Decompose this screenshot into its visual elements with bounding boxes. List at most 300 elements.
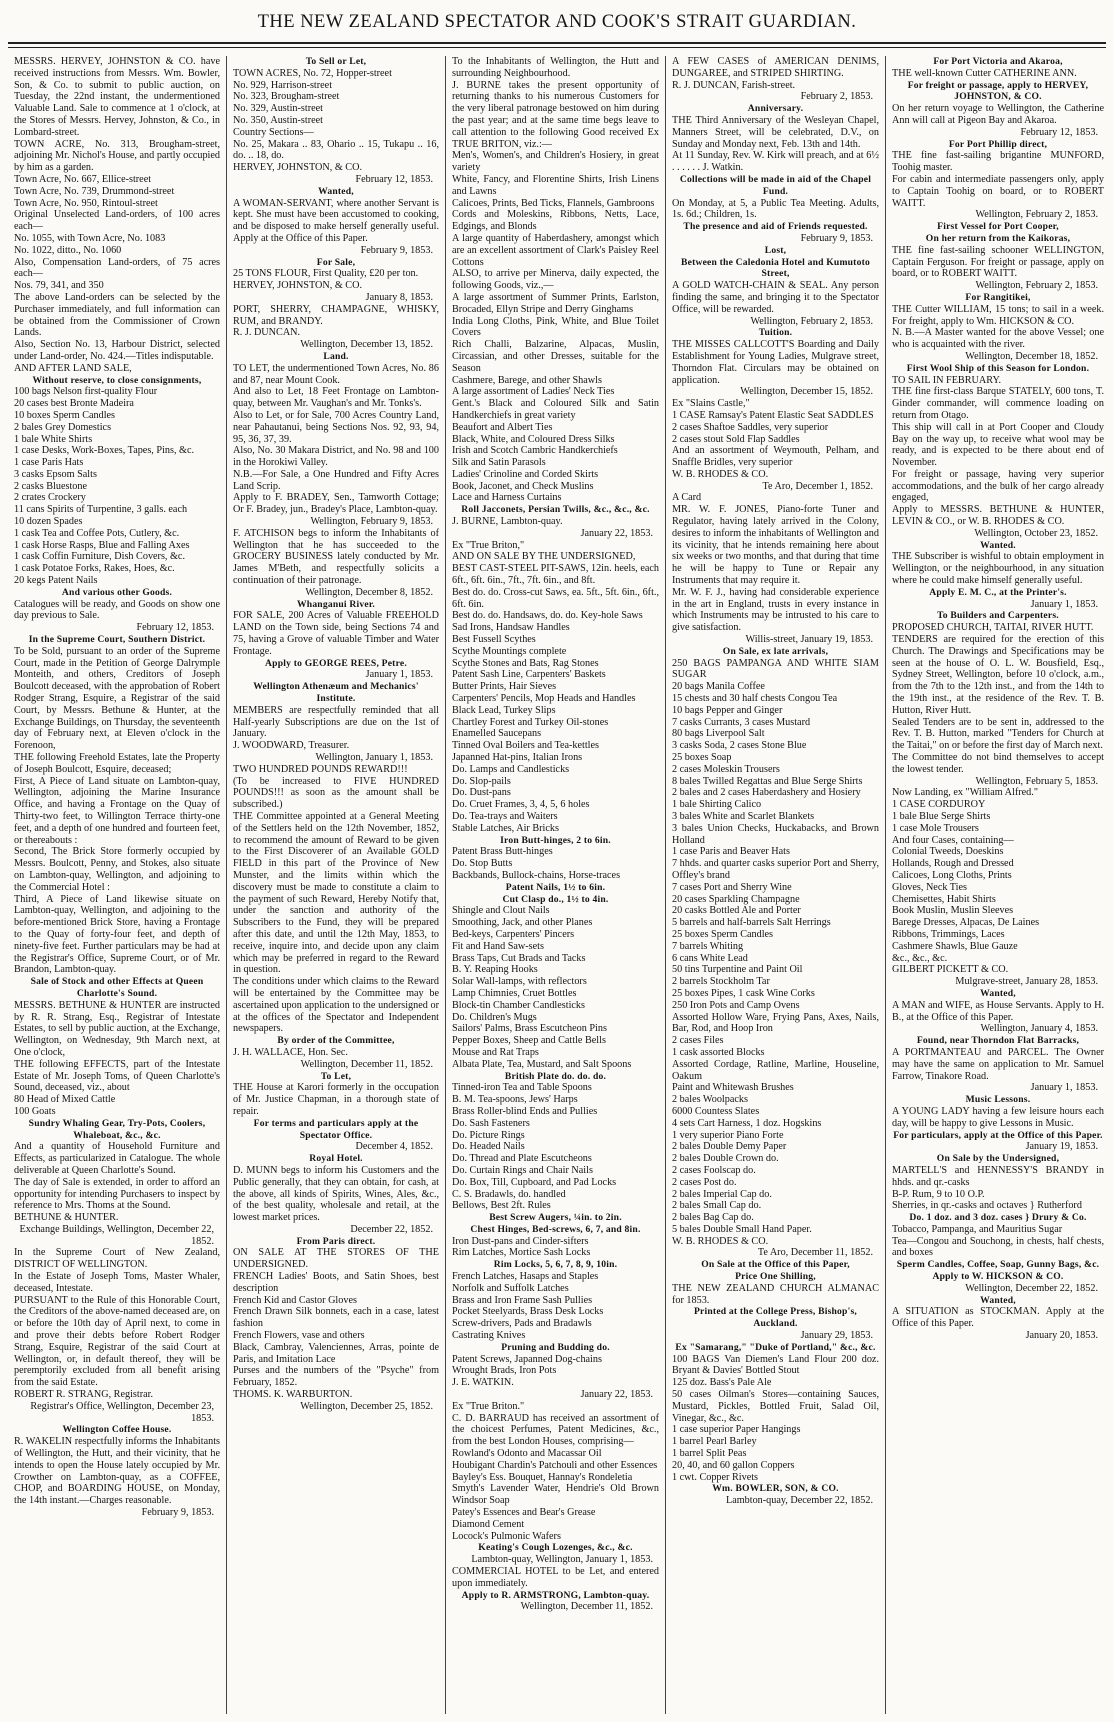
paragraph: Registrar's Office, Wellington, December 23, 1853. — [30, 1400, 214, 1424]
paragraph: A MAN and WIFE, as House Servants. Apply to H. B., at the Office of this Paper. — [892, 999, 1104, 1023]
paragraph: 25 boxes Pipes, 1 cask Wine Corks — [672, 987, 815, 999]
paragraph: Sherries, in qr.-casks and octaves } Rutherford — [892, 1200, 1082, 1212]
paragraph: THE Third Anniversary of the Wesleyan Chapel, Manners Street, will be celebrated, D.V., on Sunday and Monday next, Feb. 13th and 14th. — [672, 114, 879, 150]
paragraph: First Wool Ship of this Season for London. — [906, 362, 1090, 374]
paragraph: THE fine first-class Barque STATELY, 600 tons, T. Ginder commander, will commence loading on return from Otago. — [892, 386, 1104, 421]
paragraph: Pruning and Budding do. — [501, 1341, 610, 1353]
paragraph: 2 bales Bag Cap do. — [672, 1212, 754, 1224]
paragraph: Apply to W. HICKSON & CO. — [932, 1271, 1064, 1283]
paragraph: J. BURNE, Lambton-quay. — [452, 516, 563, 528]
paragraph: MR. W. F. JONES, Piano-forte Tuner and Regulator, having lately arrived in the Colony, desires to inform the inhabitants of Wellington and its vicinity, that he intends remaining here about six weeks or two months, and that during that time he will be happy to Tune or Repair any Instruments that may require it. — [672, 504, 879, 587]
paragraph: 1 bale Shirting Calico — [672, 799, 762, 811]
paragraph: Nos. 79, 341, and 350 — [14, 280, 104, 292]
paragraph: 7 hhds. and quarter casks superior Port and Sherry, Offley's brand — [672, 858, 880, 881]
paragraph: Calicoes, Long Cloths, Prints — [892, 869, 1012, 881]
paragraph: Wellington, December 22, 1852. — [965, 1282, 1098, 1294]
paragraph: Ex "True Briton," — [452, 539, 525, 551]
paragraph: Anniversary. — [747, 103, 804, 115]
paragraph: THE following Freehold Estates, late the Property of Joseph Boulcott, Esquire, deceased; — [14, 752, 220, 775]
paragraph: 1 cask Potatoe Forks, Rakes, Hoes, &c. — [14, 563, 175, 575]
paragraph: MARTELL'S and HENNESSY'S BRANDY in hhds. and qr.-casks — [892, 1164, 1104, 1188]
paragraph: 1 cwt. Copper Rivets — [672, 1471, 759, 1483]
paragraph: Book, Jaconet, and Check Muslins — [452, 480, 594, 492]
paragraph: Smoothing, Jack, and other Planes — [452, 917, 593, 929]
paragraph: Screw-drivers, Pads and Bradawls — [452, 1318, 592, 1330]
paragraph: Wanted. — [980, 539, 1016, 551]
paragraph: Exchange Buildings, Wellington, December 22, 1852. — [19, 1223, 214, 1247]
paragraph: Assorted Hollow Ware, Frying Pans, Axes, Nails, Bar, Rod, and Hoop Iron — [672, 1011, 879, 1035]
paragraph: BEST CAST-STEEL PIT-SAWS, 12in. heels, each 6ft., 6ft. 6in., 7ft., 7ft. 6in., and 8ft. — [452, 563, 659, 587]
column-5 — [886, 56, 1110, 1714]
paragraph: February 9, 1853. — [360, 244, 433, 256]
paragraph: Rim Locks, 5, 6, 7, 8, 9, 10in. — [493, 1259, 618, 1271]
paragraph: Between the Caledonia Hotel and Kumutoto Street, — [681, 256, 870, 280]
paragraph: 125 doz. Bass's Pale Ale — [672, 1377, 772, 1389]
paragraph: British Plate do. do. do. — [504, 1070, 607, 1082]
paragraph: Assorted Cordage, Ratline, Marline, Houseline, Oakum — [672, 1058, 879, 1082]
paragraph: The presence and aid of Friends requested. — [683, 221, 868, 233]
paragraph: 10 bags Pepper and Ginger — [672, 704, 783, 716]
column-1 — [8, 56, 227, 1714]
paragraph: 15 chests and 30 half chests Congou Tea — [672, 693, 838, 705]
paragraph: 2 bales Double Crown do. — [672, 1153, 779, 1165]
paragraph: French Latches, Hasaps and Staples — [452, 1271, 599, 1283]
paragraph: January 29, 1853. — [800, 1330, 873, 1342]
paragraph: Wellington, October 23, 1852. — [974, 527, 1098, 539]
paragraph: THE fine fast-sailing schooner WELLINGTON, Captain Ferguson. For freight or passage, apply on board, or to ROBERT WAITT. — [892, 244, 1104, 280]
paragraph: No. 1022, ditto., No. 1060 — [14, 244, 122, 256]
paragraph: 2 bales Double Demy Paper — [672, 1141, 787, 1153]
paragraph: December 4, 1852. — [355, 1141, 433, 1153]
column-2 — [227, 56, 446, 1714]
paragraph: THE fine fast-sailing brigantine MUNFORD, Toohig master. — [892, 150, 1104, 174]
paragraph: Barege Dresses, Alpacas, De Laines — [892, 917, 1040, 929]
paragraph: 1 case Paris Hats — [14, 457, 84, 469]
paragraph: To Let, — [320, 1070, 352, 1082]
paragraph: Bayley's Ess. Bouquet, Hannay's Rondeletia — [452, 1471, 633, 1483]
paragraph: Black, White, and Coloured Dress Silks — [452, 433, 615, 445]
paragraph: Best do. do. Handsaws, do. do. Key-hole Saws — [452, 610, 643, 622]
paragraph: Found, near Thorndon Flat Barracks, — [916, 1035, 1080, 1047]
paragraph: 3 casks Epsom Salts — [14, 468, 97, 480]
paragraph: By order of the Committee, — [277, 1035, 395, 1047]
paragraph: Do. Picture Rings — [452, 1129, 525, 1141]
paragraph: To Sell or Let, — [305, 56, 367, 67]
paragraph: TO SAIL IN FEBRUARY. — [892, 374, 1002, 386]
paragraph: 1 CASE Ramsay's Patent Elastic Seat SADDLES — [672, 409, 874, 421]
paragraph: THE Subscriber is wishful to obtain employment in Wellington, or the neighbourhood, in any situation where he could make himself generally useful. — [892, 551, 1104, 587]
paragraph: J. E. WATKIN. — [452, 1377, 514, 1389]
paragraph: Wellington, February 9, 1853. — [310, 516, 433, 528]
paragraph: 2 cases stout Sold Flap Saddles — [672, 433, 800, 445]
paragraph: December 22, 1852. — [350, 1223, 433, 1235]
paragraph: Apply to F. BRADEY, Sen., Tamworth Cottage; Or F. Bradey, jun., Bradey's Place, Lambton-quay. — [233, 492, 439, 516]
paragraph: Iron Butt-hinges, 2 to 6in. — [500, 834, 611, 846]
paragraph: Gent.'s Black and Coloured Silk and Satin Handkerchiefs in great variety — [452, 398, 659, 421]
paragraph: 11 cans Spirits of Turpentine, 3 galls. each — [14, 504, 188, 516]
paragraph: Beaufort and Albert Ties — [452, 421, 553, 433]
paragraph: Wellington, December 18, 1852. — [965, 350, 1098, 362]
paragraph: And four Cases, containing— — [892, 834, 1014, 846]
paragraph: THOMS. K. WARBURTON. — [233, 1389, 353, 1401]
paragraph: B. Y. Reaping Hooks — [452, 964, 538, 976]
paragraph: From Paris direct. — [296, 1235, 376, 1247]
paragraph: Catalogues will be ready, and Goods on show one day previous to Sale. — [14, 598, 220, 622]
paragraph: MESSRS. BETHUNE & HUNTER are instructed by R. R. Strang, Esq., Registrar of Intestate Estates, to sell by public auction, at the Exchange, Wellington, on Wednesday, 9th March next, at One o'clock, — [14, 999, 220, 1058]
paragraph: Wellington, January 1, 1853. — [315, 752, 433, 764]
paragraph: C. S. Bradawls, do. handled — [452, 1188, 566, 1200]
paragraph: February 12, 1853. — [136, 622, 214, 634]
paragraph: For Rangitikei, — [965, 291, 1031, 303]
paragraph: Mr. W. F. J., having had considerable experience in the art in England, trusts in every instance in which Instruments may be intrusted to his care to give satisfaction. — [672, 586, 879, 634]
paragraph: Gloves, Neck Ties — [892, 881, 967, 893]
paragraph: Scythe Stones and Bats, Rag Stones — [452, 657, 599, 669]
paragraph: HERVEY, JOHNSTON, & CO. — [233, 280, 362, 292]
paragraph: 20 cases best Bronte Madeira — [14, 398, 134, 410]
paragraph: Lamp Chimnies, Cruet Bottles — [452, 987, 577, 999]
paragraph: ON SALE AT THE STORES OF THE UNDERSIGNED. — [233, 1247, 439, 1271]
paragraph: Brass Taps, Cut Brads and Tacks — [452, 952, 586, 964]
paragraph: In the Supreme Court, Southern District. — [28, 634, 206, 646]
paragraph: Do. Slop-pails — [452, 775, 511, 787]
paragraph: ALSO, to arrive per Minerva, daily expected, the following Goods, viz.,— — [452, 268, 659, 292]
paragraph: Patey's Essences and Bear's Grease — [452, 1507, 596, 1519]
paragraph: Scythe Mountings complete — [452, 645, 567, 657]
paragraph: J. H. WALLACE, Hon. Sec. — [233, 1046, 348, 1058]
paragraph: Book Muslin, Muslin Sleeves — [892, 905, 1014, 917]
paragraph: Do. Cruet Frames, 3, 4, 5, 6 holes — [452, 799, 590, 811]
paragraph: Bed-keys, Carpenters' Pincers — [452, 928, 575, 940]
paragraph: Music Lessons. — [965, 1094, 1031, 1106]
paragraph: Also, Compensation Land-orders, of 75 acres each— — [14, 256, 220, 280]
paragraph: Wellington Coffee House. — [62, 1424, 172, 1436]
paragraph: Wanted, — [980, 1294, 1016, 1306]
paragraph: 2 cases Moleskin Trousers — [672, 763, 780, 775]
paragraph: February 9, 1853. — [141, 1507, 214, 1519]
paragraph: Do. Stop Butts — [452, 858, 513, 870]
paragraph: 2 bales Grey Domestics — [14, 421, 112, 433]
paragraph: To the Inhabitants of Wellington, the Hutt and surrounding Neighbourhood. — [452, 56, 659, 79]
paragraph: Sperm Candles, Coffee, Soap, Gunny Bags, &c. — [896, 1259, 1100, 1271]
paragraph: C. D. BARRAUD has received an assortment of the choicest Perfumes, Patent Medicines, &c., from the best London Houses, comprising— — [452, 1412, 659, 1448]
paragraph: Patent Screws, Japanned Dog-chains — [452, 1353, 602, 1365]
paragraph: Colonial Tweeds, Doeskins — [892, 846, 1004, 858]
paragraph: Wellington, December 8, 1852. — [305, 586, 433, 598]
paragraph: At 11 Sunday, Rev. W. Kirk will preach, and at 6½ . . . . . . J. Watkin. — [672, 150, 879, 174]
paragraph: Wrought Brads, Iron Pots — [452, 1365, 557, 1377]
paragraph: Wellington, February 2, 1853. — [975, 280, 1098, 292]
paragraph: 20 kegs Patent Nails — [14, 575, 98, 587]
paragraph: February 2, 1853. — [800, 91, 873, 103]
paragraph: 250 Iron Pots and Camp Ovens — [672, 999, 800, 1011]
paragraph: 7 casks Currants, 3 cases Mustard — [672, 716, 811, 728]
paragraph: 250 BAGS PAMPANGA AND WHITE SIAM SUGAR — [672, 657, 879, 681]
paragraph: Do. Lamps and Candlesticks — [452, 763, 570, 775]
paragraph: Silk and Satin Parasols — [452, 457, 546, 469]
paragraph: January 22, 1853. — [580, 1389, 653, 1401]
paragraph: On Sale, ex late arrivals, — [722, 645, 829, 657]
paragraph: Wellington, December 25, 1852. — [300, 1400, 433, 1412]
paragraph: Sealed Tenders are to be sent in, addressed to the Rev. T. B. Hutton, marked "Tenders for Church at the Taitai," on or before the first day of March next. — [892, 716, 1104, 752]
paragraph: TOWN ACRE, No. 313, Brougham-street, adjoining Mr. Nichol's House, and partly occupied by him as a garden. — [14, 138, 220, 174]
paragraph: 2 bales Small Cap do. — [672, 1200, 762, 1212]
paragraph: Purses and the numbers of the "Psyche" from February, 1852. — [233, 1365, 439, 1389]
paragraph: Wellington, December 13, 1852. — [300, 339, 433, 351]
paragraph: Country Sections— — [233, 126, 314, 138]
paragraph: 1 cask assorted Blocks — [672, 1046, 765, 1058]
paragraph: Royal Hotel. — [309, 1153, 363, 1165]
paragraph: J. BURNE takes the present opportunity of returning thanks to his numerous Customers for the very liberal patronage bestowed on him during the past year; and at the same time begs leave to call attention to the following Good received Ex TRUE BRITON, viz.:— — [452, 79, 659, 150]
paragraph: Mulgrave-street, January 28, 1853. — [955, 976, 1098, 988]
paragraph: N.B.—For Sale, a One Hundred and Fifty Acres Land Scrip. — [233, 468, 439, 492]
paragraph: For Port Victoria and Akaroa, — [933, 56, 1063, 67]
paragraph: Lace and Harness Curtains — [452, 492, 562, 504]
paragraph: 25 TONS FLOUR, First Quality, £20 per ton. — [233, 268, 419, 280]
columns — [8, 56, 1106, 1714]
paragraph: To Builders and Carpenters. — [937, 610, 1059, 622]
paragraph: No. 929, Harrison-street — [233, 79, 333, 91]
paragraph: TENDERS are required for the erection of this Church. The Drawings and Specifications may be seen at the house of O. L. W. Bousfield, Esq., Sydney Street, Wellington, before 10 o'clock, a.m., from the 7th to the 12th inst., and from the 14th to the 19th inst., at the residence of the Rev. T. B. Hutton, River Hutt. — [892, 634, 1104, 716]
paragraph: MESSRS. HERVEY, JOHNSTON & CO. have received instructions from Messrs. Wm. Bowler, Son, & Co. to submit to public auction, on Tuesday, the 22nd instant, the undermentioned Valuable Land. Sale to commence at 1 o'clock, at the Stores of Messrs. Hervey, Johnston, & Co., in Lombard-street. — [14, 56, 220, 138]
paragraph: Third, A Piece of Land likewise situate on Lambton-quay, Wellington, and adjoining to the before-mentioned Brick Store, having a Frontage to the Quay of forty-four feet, and depth of ninety-five feet. Further particulars may be had at the Registrar's Office, Supreme Court, or of Mr. Brandon, Lambton-quay. — [14, 893, 220, 976]
paragraph: J. WOODWARD, Treasurer. — [233, 740, 350, 752]
paragraph: Do. Box, Till, Cupboard, and Pad Locks — [452, 1176, 617, 1188]
paragraph: And an assortment of Weymouth, Pelham, and Snaffle Bridles, very superior — [672, 445, 879, 469]
paragraph: 8 bales Twilled Regattas and Blue Serge Shirts — [672, 775, 863, 787]
paragraph: First Vessel for Port Cooper, — [937, 221, 1059, 233]
paragraph: THE NEW ZEALAND CHURCH ALMANAC for 1853. — [672, 1282, 879, 1306]
paragraph: 2 casks Bluestone — [14, 480, 87, 492]
paragraph: Sailors' Palms, Brass Escutcheon Pins — [452, 1023, 607, 1035]
paragraph: 3 bales White and Scarlet Blankets — [672, 811, 815, 822]
column-3 — [446, 56, 666, 1714]
paragraph: 6 cans White Lead — [672, 952, 748, 964]
paragraph: 5 barrels and half-barrels Salt Herrings — [672, 917, 831, 929]
paragraph: Keating's Cough Lozenges, &c., &c. — [478, 1542, 633, 1554]
paragraph: For freight or passage, having very superior accommodations, and the bulk of her cargo already engaged, — [892, 468, 1104, 504]
paragraph: Irish and Scotch Cambric Handkerchiefs — [452, 445, 618, 457]
paragraph: MEMBERS are respectfully reminded that all Half-yearly Subscriptions are due on the 1st of January. — [233, 704, 439, 740]
paragraph: Patent Sash Line, Carpenters' Baskets — [452, 669, 606, 681]
paragraph: Also to Let, or for Sale, 700 Acres Country Land, near Pahautanui, being Sections Nos. 92, 93, 94, 95, 36, 37, 39. — [233, 409, 439, 445]
paragraph: And various other Goods. — [61, 586, 173, 598]
paragraph: Wellington, February 2, 1853. — [750, 315, 873, 327]
paragraph: Bellows, Best 2ft. Rules — [452, 1200, 551, 1212]
paragraph: 100 Goats — [14, 1105, 56, 1117]
paragraph: &c., &c., &c. — [892, 952, 948, 964]
paragraph: PROPOSED CHURCH, TAITAI, RIVER HUTT. — [892, 622, 1094, 634]
paragraph: 20 casks Bottled Ale and Porter — [672, 905, 801, 917]
paragraph: 1 cask Tea and Coffee Pots, Cutlery, &c. — [14, 527, 180, 539]
paragraph: Wellington, January 4, 1853. — [980, 1023, 1098, 1035]
paragraph: Rich Challi, Balzarine, Alpacas, Muslin, Circassian, and other Dresses, suitable for the Season — [452, 339, 659, 374]
paragraph: Now Landing, ex "William Alfred." — [892, 787, 1038, 799]
paragraph: BETHUNE & HUNTER. — [14, 1212, 119, 1224]
paragraph: 6000 Countess Slates — [672, 1105, 760, 1117]
paragraph: January 1, 1853. — [1030, 1082, 1098, 1094]
paragraph: 7 barrels Whiting — [672, 940, 744, 952]
paragraph: Tuition. — [758, 327, 793, 339]
paragraph: A GOLD WATCH-CHAIN & SEAL. Any person finding the same, and bringing it to the Spectator Office, will be rewarded. — [672, 280, 879, 315]
paragraph: 1 CASE CORDUROY — [892, 799, 986, 811]
paragraph: Apply to GEORGE REES, Petre. — [265, 657, 407, 669]
paragraph: A YOUNG LADY having a few leisure hours each day, will be happy to give Lessons in Music. — [892, 1105, 1104, 1129]
paragraph: To be Sold, pursuant to an order of the Supreme Court, made in the Petition of George Dalrymple Monteith, and others, Creditors of Joseph Boulcott deceased, with the approbation of Robert Rodger Strang, Esquire, a Registrar of the said Court, by Messrs. Bethune & Hunter, at the Exchange Buildings, on Thursday, the seventeenth day of February next, at Eleven o'clock in the Forenoon, — [14, 645, 220, 752]
paragraph: Chemisettes, Habit Shirts — [892, 893, 996, 905]
paragraph: 2 cases Shaftoe Saddles, very superior — [672, 421, 829, 433]
paragraph: Diamond Cement — [452, 1518, 525, 1530]
paragraph: Enamelled Saucepans — [452, 728, 542, 740]
paragraph: On her return voyage to Wellington, the Catherine Ann will call at Pigeon Bay and Akaroa. — [892, 103, 1104, 126]
paragraph: For freight or passage, apply to HERVEY, JOHNSTON, & CO. — [907, 79, 1089, 103]
paragraph: 1 case Desks, Work-Boxes, Tapes, Pins, &c. — [14, 445, 195, 457]
paragraph: 1 case superior Paper Hangings — [672, 1424, 801, 1436]
paragraph: 25 boxes Sperm Candles — [672, 928, 774, 940]
paragraph: Roll Jacconets, Persian Twills, &c., &c., &c. — [461, 504, 650, 516]
paragraph: Brass and Iron Frame Sash Pullies — [452, 1294, 593, 1306]
paragraph: 1 very superior Piano Forte — [672, 1129, 784, 1141]
paragraph: Ex "Samarang," "Duke of Portland," &c., &c. — [675, 1341, 876, 1353]
paragraph: 5 bales Double Small Hand Paper. — [672, 1223, 812, 1235]
paragraph: Wellington Athenæum and Mechanics' Institute. — [253, 681, 419, 705]
paragraph: January 1, 1853. — [365, 669, 433, 681]
paragraph: The Committee do not bind themselves to accept the lowest tender. — [892, 752, 1104, 775]
paragraph: January 8, 1853. — [365, 291, 433, 303]
paragraph: Tinned-iron Tea and Table Spoons — [452, 1082, 592, 1094]
paragraph: 2 bales Imperial Cap do. — [672, 1188, 772, 1200]
paragraph: THE MISSES CALLCOTT'S Boarding and Daily Establishment for Young Ladies, Mulgrave street, Thorndon Flat. Circulars may be obtained on application. — [672, 339, 879, 386]
paragraph: January 22, 1853. — [580, 527, 653, 539]
paragraph: R. J. DUNCAN, Farish-street. — [672, 79, 796, 91]
paragraph: Men's, Women's, and Children's Hosiery, in great variety — [452, 150, 659, 174]
paragraph: Second, The Brick Store formerly occupied by Messrs. Boulcott, Penny, and Stokes, also situate on Lambton-quay, Wellington, and adjoining to the Commercial Hotel : — [14, 846, 220, 893]
paragraph: Hollands, Rough and Dressed — [892, 858, 1014, 870]
paragraph: Shingle and Clout Nails — [452, 905, 550, 917]
paragraph: Also, Section No. 13, Harbour District, selected under Land-order, No. 424.—Titles indisputable. — [14, 339, 220, 362]
paragraph: Also, No. 30 Makara District, and No. 98 and 100 in the Horokiwi Valley. — [233, 445, 439, 469]
paragraph: Japanned Hat-pins, Italian Irons — [452, 752, 583, 764]
paragraph: PORT, SHERRY, CHAMPAGNE, WHISKY, RUM, and BRANDY. — [233, 303, 439, 327]
paragraph: 3 casks Soda, 2 cases Stone Blue — [672, 740, 807, 752]
paragraph: February 12, 1853. — [355, 173, 433, 185]
paragraph: Do. Sash Fasteners — [452, 1117, 530, 1129]
paragraph: A Card — [672, 492, 702, 504]
paragraph: And also to Let, 18 Feet Frontage on Lambton-quay, between Mr. Vaughan's and Mr. Tonks's. — [233, 386, 439, 410]
paragraph: No. 323, Brougham-street — [233, 91, 340, 103]
paragraph: B-P. Rum, 9 to 10 O.P. — [892, 1188, 985, 1200]
paragraph: 1 case Mole Trousers — [892, 822, 979, 834]
paragraph: F. ATCHISON begs to inform the Inhabitants of Wellington that he has succeeded to the GROCERY BUSINESS lately conducted by Mr. James M'Beth, and respectfully solicits a continuation of their patronage. — [233, 527, 439, 587]
paragraph: A FEW CASES of AMERICAN DENIMS, DUNGAREE, and STRIPED SHIRTING. — [672, 56, 879, 79]
paragraph: No. 350, Austin-street — [233, 114, 323, 126]
paragraph: Wellington, December 11, 1852. — [300, 1058, 433, 1070]
paragraph: AND AFTER LAND SALE, — [14, 362, 132, 374]
paragraph: Cords and Moleskins, Ribbons, Netts, Lace, Edgings, and Blonds — [452, 209, 659, 233]
paragraph: Lambton-quay, Wellington, January 1, 1853. — [471, 1554, 653, 1566]
paragraph: Price One Shilling, — [735, 1271, 816, 1283]
paragraph: Printed at the College Press, Bishop's, Auckland. — [694, 1306, 857, 1330]
paragraph: January 19, 1853. — [1025, 1141, 1098, 1153]
paragraph: Original Unselected Land-orders, of 100 acres each— — [14, 209, 220, 233]
paragraph: A large assortment of Ladies' Neck Ties — [452, 386, 615, 398]
paragraph: 2 crates Crockery — [14, 492, 86, 504]
paragraph: Town Acre, No. 950, Rintoul-street — [14, 197, 158, 209]
paragraph: Rim Latches, Mortice Sash Locks — [452, 1247, 591, 1259]
paragraph: 25 boxes Soap — [672, 752, 732, 764]
paragraph: Pepper Boxes, Sheep and Cattle Bells — [452, 1035, 606, 1047]
paragraph: THE Committee appointed at a General Meeting of the Settlers held on the 12th November, 1852, to recommend the amount of Reward to be given to the First Discoverer of an Available GOLD FIELD in this part of the Province of New Munster, and the limits within which the discovery must be made to constitute a claim to the payment of such Reward, Hereby Notify that, under the sanction and authority of the Subscribers to the Fund, they will be prepared after this date, and until the 12th May, 1853, to receive, inquire into, and decide upon any claim which may be preferred in regard to the Reward in question. — [233, 811, 439, 976]
paragraph: On Monday, at 5, a Public Tea Meeting. Adults, 1s. 6d.; Children, 1s. — [672, 197, 879, 221]
paragraph: Paint and Whitewash Brushes — [672, 1082, 794, 1094]
paragraph: 80 bags Liverpool Salt — [672, 728, 765, 740]
paragraph: Do. Tea-trays and Waiters — [452, 811, 558, 822]
paragraph: R. WAKELIN respectfully informs the Inhabitants of Wellington, the Hutt, and their vicinity, that he intends to open the House lately occupied by Mr. Crowther on Lambton-quay, as a COFFEE, CHOP, and BOARDING HOUSE, on Monday, the 14th instant.—Charges reasonable. — [14, 1436, 220, 1507]
paragraph: THE well-known Cutter CATHERINE ANN. — [892, 67, 1077, 79]
paragraph: Wellington, February 5, 1853. — [975, 775, 1098, 787]
paragraph: 50 tins Turpentine and Paint Oil — [672, 964, 803, 976]
paragraph: ROBERT R. STRANG, Registrar. — [14, 1389, 154, 1401]
paragraph: (To be increased to FIVE HUNDRED POUNDS!!! as soon as the amount shall be subscribed.) — [233, 775, 439, 811]
paragraph: Te Aro, December 11, 1852. — [757, 1247, 873, 1259]
paragraph: Do. Thread and Plate Escutcheons — [452, 1153, 592, 1165]
paragraph: Rowland's Odonto and Macassar Oil — [452, 1448, 602, 1460]
paragraph: Norfolk and Suffolk Latches — [452, 1282, 569, 1294]
paragraph: 2 cases Files — [672, 1035, 724, 1047]
paragraph: Land. — [323, 350, 349, 362]
paragraph: Wm. BOWLER, SON, & CO. — [712, 1483, 839, 1495]
paragraph: Pocket Steelyards, Brass Desk Locks — [452, 1306, 604, 1318]
paragraph: Butter Prints, Hair Sieves — [452, 681, 557, 693]
paragraph: No. 1055, with Town Acre, No. 1083 — [14, 232, 166, 244]
paragraph: For particulars, apply at the Office of this Paper. — [893, 1129, 1103, 1141]
paragraph: COMMERCIAL HOTEL to be Let, and entered upon immediately. — [452, 1566, 659, 1589]
paragraph: For terms and particulars apply at the Spectator Office. — [253, 1117, 419, 1141]
paragraph: Locock's Pulmonic Wafers — [452, 1530, 561, 1542]
paragraph: TO LET, the undermentioned Town Acres, No. 86 and 87, near Mount Cook. — [233, 362, 439, 386]
paragraph: B. M. Tea-spoons, Jews' Harps — [452, 1094, 578, 1106]
paragraph: 2 barrels Stockholm Tar — [672, 976, 770, 988]
paragraph: Town Acre, No. 667, Ellice-street — [14, 173, 152, 185]
paragraph: 2 cases Post do. — [672, 1176, 737, 1188]
paragraph: For Sale, — [316, 256, 356, 268]
paragraph: On Sale by the Undersigned, — [936, 1153, 1060, 1165]
paragraph: A large quantity of Haberdashery, amongst which are an excellent assortment of Clark's Paisley Reel Cottons — [452, 232, 659, 268]
paragraph: 2 cases Foolscap do. — [672, 1164, 756, 1176]
paragraph: TWO HUNDRED POUNDS REWARD!!! — [233, 763, 408, 775]
paragraph: French Flowers, vase and others — [233, 1330, 365, 1342]
paragraph: Ex "Slains Castle," — [672, 398, 750, 410]
paragraph: French Kid and Castor Gloves — [233, 1294, 357, 1306]
paragraph: 20 bags Manila Coffee — [672, 681, 765, 693]
paragraph: W. B. RHODES & CO. — [672, 468, 769, 480]
paragraph: THE Cutter WILLIAM, 15 tons; to sail in a week. For freight, apply to Wm. HICKSON & CO. — [892, 303, 1104, 327]
paragraph: A WOMAN-SERVANT, where another Servant is kept. She must have been accustomed to cooking, and be disposed to make herself generally useful. Apply at the Office of this Paper. — [233, 197, 439, 244]
paragraph: Tinned Oval Boilers and Tea-kettles — [452, 740, 599, 752]
paragraph: Cashmere, Barege, and other Shawls — [452, 374, 602, 386]
paragraph: Collections will be made in aid of the Chapel Fund. — [679, 173, 872, 197]
paragraph: 10 boxes Sperm Candles — [14, 409, 116, 421]
paragraph: Brass Roller-blind Ends and Pullies — [452, 1105, 598, 1117]
paragraph: Wanted, — [980, 987, 1016, 999]
paragraph: 1 bale White Shirts — [14, 433, 93, 445]
paragraph: Cut Clasp do., 1½ to 4in. — [502, 893, 609, 905]
paragraph: For Port Phillip direct, — [948, 138, 1048, 150]
paragraph: Solar Wall-lamps, with reflectors — [452, 976, 587, 988]
paragraph: Tea—Congou and Souchong, in chests, half chests, and boxes — [892, 1235, 1104, 1259]
masthead: THE NEW ZEALAND SPECTATOR AND COOK'S STRAIT GUARDIAN. — [257, 12, 857, 32]
paragraph: FRENCH Ladies' Boots, and Satin Shoes, best description — [233, 1271, 439, 1294]
paragraph: January 1, 1853. — [1030, 598, 1098, 610]
